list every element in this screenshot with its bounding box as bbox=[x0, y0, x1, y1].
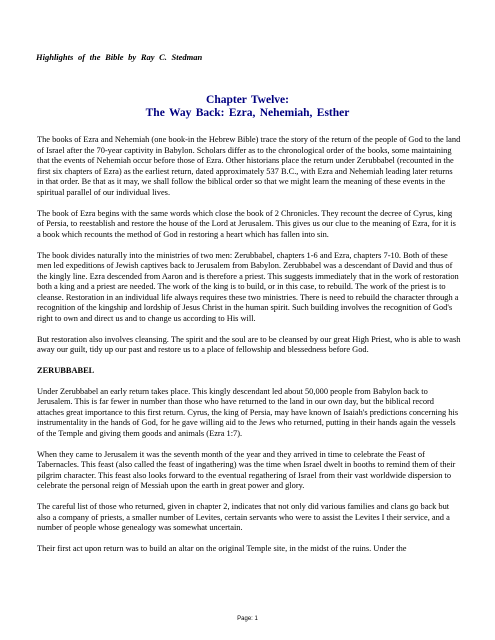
paragraph-intro: The books of Ezra and Nehemiah (one book-in the Hebrew Bible) trace the story of the return of the people of God to the land of Israel after the 70-year captivity in Babylon. Scholars differ as to the chronological order of the books, some maintaining that the events of Nehemiah occur before those of Ezra. Other historians place the return under Zerubbabel (recounted in the first six chapters of Ezra) as the earliest return, dated approximately 537 B.C., with Ezra and Nehemiah leading later returns in that order. Be that as it may, we shall follow the biblical order so that we might learn the meaning of these events in the spiritual parallel of our individual lives. bbox=[37, 135, 461, 197]
paragraph-two-ministries: The book divides naturally into the ministries of two men: Zerubbabel, chapters 1-6 and Ezra, chapters 7-10. Both of these men led expeditions of Jewish captives back to Jerusalem from Babylon. Zerubbabel was a descendant of David and thus of the kingly line. Ezra descended from Aaron and is therefore a priest. This suggests immediately that in the work of restoration both a king and a priest are needed. The work of the king is to build, or in this case, to rebuild. The work of the priest is to cleanse. Restoration in an individual life always requires these two ministries. There is need to rebuild the character through a recognition of the kingship and lordship of Jesus Christ in the human spirit. Such building involves the recognition of God's right to own and direct us and to change us according to His will. bbox=[37, 250, 459, 323]
section-heading: ZERUBBABEL bbox=[37, 366, 95, 375]
chapter-title bbox=[0, 94, 495, 120]
body-text bbox=[37, 135, 461, 565]
paragraph-ezra-beginning: The book of Ezra begins with the same words which close the book of 2 Chronicles. They recount the decree of Cyrus, king of Persia, to reestablish and restore the house of the Lord at Jerusalem. This gives us our clue to the meaning of Ezra, for it is a book which recounts the method of God in restoring a heart which has fallen into sin. bbox=[37, 208, 456, 239]
chapter-title-line-1: Chapter Twelve: bbox=[206, 94, 289, 106]
paragraph-list-of-returnees: The careful list of those who returned, given in chapter 2, indicates that not only did various families and clans go back but also a company of priests, a smaller number of Levites, certain servants who were to assist the Levites I their service, and a number of people whose genealogy was somewhat uncertain. bbox=[37, 502, 450, 532]
paragraph-altar: Their first act upon return was to build an altar on the original Temple site, in the midst of the ruins. Under the bbox=[37, 544, 407, 553]
running-header: Highlights of the Bible by Ray C. Stedman bbox=[36, 52, 203, 62]
page-number: Page: 1 bbox=[237, 616, 258, 622]
paragraph-tabernacles: When they came to Jerusalem it was the seventh month of the year and they arrived in time to celebrate the Feast of Tabernacles. This feast (also called the feast of ingathering) was the time when Israel dwelt in booths to remind them of their pilgrim character. This feast also looks forward to the eventual regathering of Israel from their vast worldwide dispersion to celebrate the personal reign of Messiah upon the earth in great power and glory. bbox=[37, 449, 456, 490]
paragraph-early-return: Under Zerubbabel an early return takes place. This kingly descendant led about 50,000 people from Babylon back to Jerusalem. This is far fewer in number than those who have returned to the land in our own day, but the biblical record attaches great importance to this first return. Cyrus, the king of Persia, may have known of Isaiah's predictions concerning his instrumentality in the hands of God, for he gave willing aid to the Jews who returned, putting in their hands again the vessels of the Temple and giving them goods and animals (Ezra 1:7). bbox=[37, 386, 459, 438]
paragraph-cleansing: But restoration also involves cleansing. The spirit and the soul are to be cleansed by our great High Priest, who is able to wash away our guilt, tidy up our past and restore us to a place of fellowship and blessedness before God. bbox=[37, 334, 461, 354]
chapter-title-line-2: The Way Back: Ezra, Nehemiah, Esther bbox=[145, 107, 350, 119]
